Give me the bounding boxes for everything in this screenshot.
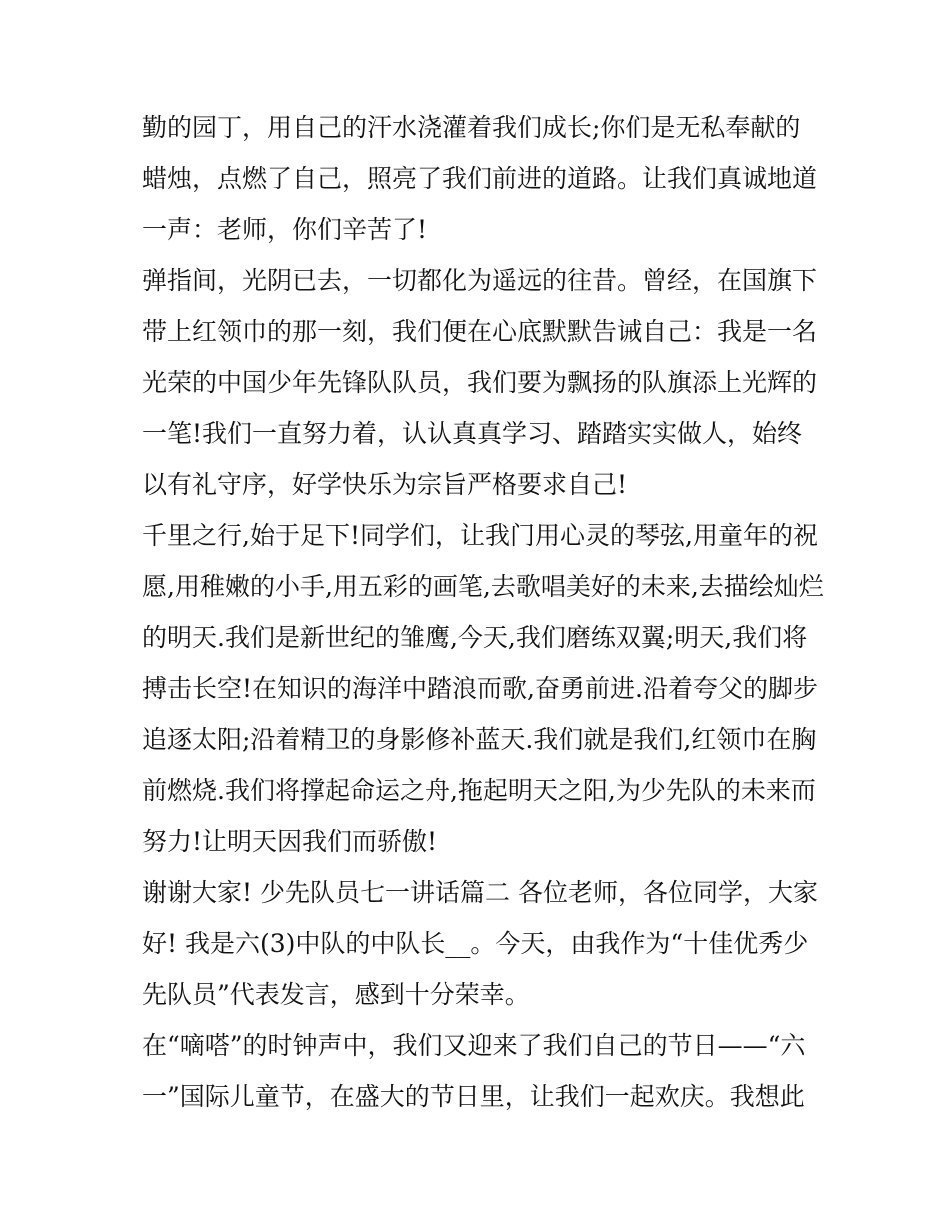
text-line: 先队员”代表发言，感到十分荣幸。 bbox=[142, 980, 530, 1009]
text-line: 一声：老师，你们辛苦了! bbox=[142, 215, 428, 244]
text-line: 谢谢大家! 少先队员七一讲话篇二 各位老师，各位同学，大家 bbox=[142, 878, 818, 907]
text-line: 前燃烧.我们将撑起命运之舟,拖起明天之阳,为少先队的未来而 bbox=[142, 776, 816, 805]
text-line: 追逐太阳;沿着精卫的身影修补蓝天.我们就是我们,红领巾在胸 bbox=[142, 725, 817, 754]
text-line: 以有礼守序，好学快乐为宗旨严格要求自己! bbox=[142, 470, 628, 499]
text-line: 勤的园丁，用自己的汗水浇灌着我们成长;你们是无私奉献的 bbox=[142, 113, 801, 142]
text-line: 努力!让明天因我们而骄傲! bbox=[142, 827, 438, 856]
text-line: 搏击长空!在知识的海洋中踏浪而歌,奋勇前进.沿着夸父的脚步 bbox=[142, 674, 818, 703]
text-line: 愿,用稚嫩的小手,用五彩的画笔,去歌唱美好的未来,去描绘灿烂 bbox=[142, 572, 824, 601]
text-line: 带上红领巾的那一刻，我们便在心底默默告诫自己：我是一名 bbox=[142, 317, 818, 346]
text-line: 光荣的中国少年先锋队队员，我们要为飘扬的队旗添上光辉的 bbox=[142, 368, 818, 397]
text-line: 蜡烛，点燃了自己，照亮了我们前进的道路。让我们真诚地道 bbox=[142, 164, 818, 193]
text-line: 在“嘀嗒”的时钟声中，我们又迎来了我们自己的节日——“六 bbox=[142, 1031, 806, 1060]
document-body bbox=[142, 102, 824, 1122]
text-line: 一”国际儿童节，在盛大的节日里，让我们一起欢庆。我想此 bbox=[142, 1082, 805, 1111]
text-line: 一笔!我们一直努力着，认认真真学习、踏踏实实做人，始终 bbox=[142, 419, 803, 448]
text-line: 弹指间，光阴已去，一切都化为遥远的往昔。曾经，在国旗下 bbox=[142, 266, 818, 295]
text-line: 好! 我是六(3)中队的中队长__。今天，由我作为“十佳优秀少 bbox=[142, 929, 809, 958]
text-line: 的明天.我们是新世纪的雏鹰,今天,我们磨练双翼;明天,我们将 bbox=[142, 623, 808, 652]
text-line: 千里之行,始于足下!同学们，让我门用心灵的琴弦,用童年的祝 bbox=[142, 521, 818, 550]
